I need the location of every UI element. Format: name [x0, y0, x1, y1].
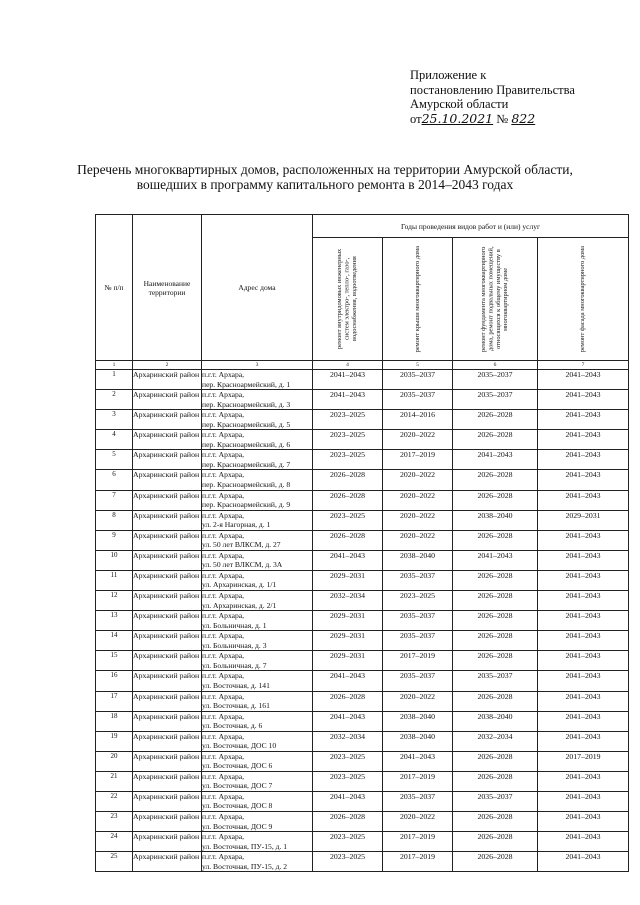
address-cell [202, 631, 313, 651]
territory-cell: Архаринский район [133, 591, 202, 611]
table-row [96, 591, 629, 611]
years-foundation-cell: 2026–2028 [453, 570, 538, 590]
territory-cell: Архаринский район [133, 671, 202, 691]
years-roof-cell: 2017–2019 [383, 771, 453, 791]
years-foundation-cell: 2026–2028 [453, 751, 538, 771]
address-line-1: п.г.т. Архара, [202, 570, 245, 580]
address-cell [202, 430, 313, 450]
territory-cell: Архаринский район [133, 390, 202, 410]
years-engineering-cell: 2032–2034 [313, 731, 383, 751]
table-row [96, 570, 629, 590]
address-cell [202, 812, 313, 832]
territory-cell: Архаринский район [133, 410, 202, 430]
header-col-7-text: ремонт фасада многоквартирного дома [579, 245, 587, 353]
col-number: 5 [383, 361, 453, 370]
table-row [96, 791, 629, 811]
years-roof-cell: 2020–2022 [383, 530, 453, 550]
years-roof-cell: 2017–2019 [383, 450, 453, 470]
order-prefix: от [410, 111, 422, 126]
years-engineering-cell: 2029–2031 [313, 651, 383, 671]
row-number: 23 [96, 812, 133, 832]
address-line-1: п.г.т. Архара, [202, 691, 245, 701]
address-line-1: п.г.т. Архара, [202, 591, 245, 601]
address-cell [202, 671, 313, 691]
order-date: 25.10.2021 [421, 110, 494, 126]
territory-cell: Архаринский район [133, 651, 202, 671]
table-row [96, 832, 629, 852]
appendix-block [410, 68, 575, 126]
row-number: 5 [96, 450, 133, 470]
address-cell [202, 771, 313, 791]
order-number-label: № [496, 111, 509, 126]
years-roof-cell: 2020–2022 [383, 691, 453, 711]
years-engineering-cell: 2041–2043 [313, 550, 383, 570]
years-foundation-cell: 2026–2028 [453, 852, 538, 872]
row-number: 2 [96, 390, 133, 410]
years-engineering-cell: 2023–2025 [313, 430, 383, 450]
row-number: 17 [96, 691, 133, 711]
years-roof-cell: 2038–2040 [383, 550, 453, 570]
address-line-2: ул. 2-я Нагорная, д. 1 [202, 520, 271, 530]
years-facade-cell: 2041–2043 [538, 631, 629, 651]
years-foundation-cell: 2026–2028 [453, 530, 538, 550]
address-cell [202, 791, 313, 811]
row-number: 18 [96, 711, 133, 731]
years-roof-cell: 2035–2037 [383, 791, 453, 811]
address-cell [202, 691, 313, 711]
years-roof-cell: 2023–2025 [383, 591, 453, 611]
address-line-1: п.г.т. Архара, [202, 731, 245, 741]
col-number: 3 [202, 361, 313, 370]
row-number: 25 [96, 852, 133, 872]
appendix-line-1: Приложение к [410, 68, 487, 82]
years-engineering-cell: 2023–2025 [313, 832, 383, 852]
address-line-1: п.г.т. Архара, [202, 812, 245, 822]
table-row [96, 510, 629, 530]
header-col-6-text: ремонт фундамента многоквартирного дома, ремонт подвальных помещений, относящихся к общему имуществу в многоквартирном доме [480, 246, 510, 352]
row-number: 21 [96, 771, 133, 791]
col-number: 2 [133, 361, 202, 370]
table-row [96, 370, 629, 390]
address-line-2: ул. Восточная, ДОС 8 [202, 801, 273, 811]
address-line-2: ул. Восточная, ДОС 10 [202, 741, 277, 751]
years-engineering-cell: 2023–2025 [313, 510, 383, 530]
address-line-2: ул. Восточная, ПУ-15, д. 2 [202, 861, 288, 871]
table-row [96, 430, 629, 450]
territory-cell: Архаринский район [133, 550, 202, 570]
years-foundation-cell: 2038–2040 [453, 711, 538, 731]
address-cell [202, 530, 313, 550]
years-roof-cell: 2017–2019 [383, 852, 453, 872]
address-line-1: п.г.т. Архара, [202, 370, 245, 379]
territory-cell: Архаринский район [133, 812, 202, 832]
address-cell [202, 852, 313, 872]
years-roof-cell: 2041–2043 [383, 751, 453, 771]
table-row [96, 490, 629, 510]
years-foundation-cell: 2026–2028 [453, 631, 538, 651]
row-number: 8 [96, 510, 133, 530]
table-row [96, 771, 629, 791]
years-facade-cell: 2041–2043 [538, 490, 629, 510]
address-line-1: п.г.т. Архара, [202, 671, 245, 681]
address-cell [202, 570, 313, 590]
table-row [96, 852, 629, 872]
years-foundation-cell: 2035–2037 [453, 791, 538, 811]
years-roof-cell: 2035–2037 [383, 631, 453, 651]
years-roof-cell: 2014–2016 [383, 410, 453, 430]
years-foundation-cell: 2026–2028 [453, 832, 538, 852]
address-cell [202, 711, 313, 731]
years-roof-cell: 2020–2022 [383, 490, 453, 510]
address-cell [202, 550, 313, 570]
years-facade-cell: 2041–2043 [538, 390, 629, 410]
table-row [96, 530, 629, 550]
row-number: 11 [96, 570, 133, 590]
years-facade-cell: 2041–2043 [538, 691, 629, 711]
address-line-2: ул. Больничная, д. 7 [202, 660, 267, 670]
years-foundation-cell: 2041–2043 [453, 550, 538, 570]
address-cell [202, 410, 313, 430]
header-col-7 [538, 238, 629, 361]
territory-cell: Архаринский район [133, 691, 202, 711]
territory-cell: Архаринский район [133, 430, 202, 450]
years-foundation-cell: 2026–2028 [453, 591, 538, 611]
table-row [96, 651, 629, 671]
years-roof-cell: 2035–2037 [383, 671, 453, 691]
years-engineering-cell: 2041–2043 [313, 791, 383, 811]
years-facade-cell: 2041–2043 [538, 671, 629, 691]
years-facade-cell: 2041–2043 [538, 450, 629, 470]
address-line-1: п.г.т. Архара, [202, 410, 245, 420]
address-line-2: ул. Архаринская, д. 1/1 [202, 580, 277, 590]
years-foundation-cell: 2026–2028 [453, 691, 538, 711]
years-facade-cell: 2041–2043 [538, 370, 629, 390]
address-line-1: п.г.т. Архара, [202, 550, 245, 560]
address-line-2: ул. Восточная, ДОС 9 [202, 821, 273, 831]
row-number: 4 [96, 430, 133, 450]
address-line-1: п.г.т. Архара, [202, 470, 245, 480]
territory-cell: Архаринский район [133, 570, 202, 590]
address-cell [202, 390, 313, 410]
col-number: 6 [453, 361, 538, 370]
years-facade-cell: 2041–2043 [538, 591, 629, 611]
years-engineering-cell: 2041–2043 [313, 390, 383, 410]
header-num: № п/п [96, 215, 133, 361]
address-line-1: п.г.т. Архара, [202, 651, 245, 661]
territory-cell: Архаринский район [133, 530, 202, 550]
row-number: 6 [96, 470, 133, 490]
row-number: 19 [96, 731, 133, 751]
years-foundation-cell: 2035–2037 [453, 671, 538, 691]
address-line-2: пер. Красноармейский, д. 7 [202, 459, 291, 469]
territory-cell: Архаринский район [133, 852, 202, 872]
years-foundation-cell: 2038–2040 [453, 510, 538, 530]
years-facade-cell: 2041–2043 [538, 771, 629, 791]
address-line-2: пер. Красноармейский, д. 6 [202, 439, 291, 449]
address-line-2: ул. Восточная, ДОС 7 [202, 781, 273, 791]
address-cell [202, 591, 313, 611]
years-roof-cell: 2038–2040 [383, 731, 453, 751]
years-engineering-cell: 2026–2028 [313, 812, 383, 832]
years-facade-cell: 2041–2043 [538, 570, 629, 590]
row-number: 15 [96, 651, 133, 671]
years-foundation-cell: 2032–2034 [453, 731, 538, 751]
table-row [96, 631, 629, 651]
years-engineering-cell: 2029–2031 [313, 570, 383, 590]
row-number: 9 [96, 530, 133, 550]
table-row [96, 611, 629, 631]
years-engineering-cell: 2032–2034 [313, 591, 383, 611]
row-number: 3 [96, 410, 133, 430]
header-col-5-text: ремонт крыши многоквартирного дома [413, 245, 421, 353]
years-foundation-cell: 2026–2028 [453, 812, 538, 832]
address-line-2: ул. Больничная, д. 1 [202, 620, 267, 630]
address-line-1: п.г.т. Архара, [202, 631, 245, 641]
address-line-2: ул. Восточная, ДОС 6 [202, 761, 273, 771]
years-roof-cell: 2035–2037 [383, 611, 453, 631]
row-number: 20 [96, 751, 133, 771]
header-years-group: Годы проведения видов работ и (или) услуг [313, 215, 629, 238]
years-facade-cell: 2041–2043 [538, 791, 629, 811]
address-line-1: п.г.т. Архара, [202, 430, 245, 440]
years-roof-cell: 2020–2022 [383, 470, 453, 490]
address-line-2: пер. Красноармейский, д. 5 [202, 419, 291, 429]
years-engineering-cell: 2041–2043 [313, 671, 383, 691]
row-number: 16 [96, 671, 133, 691]
years-facade-cell: 2041–2043 [538, 711, 629, 731]
table-row [96, 450, 629, 470]
address-line-2: ул. 50 лет ВЛКСМ, д. 3А [202, 560, 283, 570]
address-cell [202, 651, 313, 671]
address-line-2: ул. Восточная, ПУ-15, д. 1 [202, 841, 288, 851]
territory-cell: Архаринский район [133, 791, 202, 811]
header-col-5 [383, 238, 453, 361]
address-line-2: пер. Красноармейский, д. 1 [202, 379, 291, 389]
years-foundation-cell: 2026–2028 [453, 410, 538, 430]
column-number-row [96, 361, 629, 370]
address-line-1: п.г.т. Архара, [202, 530, 245, 540]
years-facade-cell: 2041–2043 [538, 651, 629, 671]
years-engineering-cell: 2026–2028 [313, 490, 383, 510]
table-row [96, 711, 629, 731]
territory-cell: Архаринский район [133, 470, 202, 490]
years-roof-cell: 2017–2019 [383, 832, 453, 852]
years-engineering-cell: 2026–2028 [313, 530, 383, 550]
years-facade-cell: 2041–2043 [538, 852, 629, 872]
territory-cell: Архаринский район [133, 751, 202, 771]
address-line-2: ул. Архаринская, д. 2/1 [202, 600, 277, 610]
address-cell [202, 370, 313, 390]
address-line-2: ул. Восточная, д. 141 [202, 680, 270, 690]
row-number: 22 [96, 791, 133, 811]
header-address: Адрес дома [202, 215, 313, 361]
row-number: 7 [96, 490, 133, 510]
order-reference [410, 112, 575, 127]
address-cell [202, 490, 313, 510]
table-row [96, 671, 629, 691]
years-foundation-cell: 2026–2028 [453, 771, 538, 791]
address-cell [202, 510, 313, 530]
address-line-1: п.г.т. Архара, [202, 852, 245, 862]
address-line-2: ул. Восточная, д. 161 [202, 701, 270, 710]
address-line-2: пер. Красноармейский, д. 8 [202, 479, 291, 489]
address-line-1: п.г.т. Архара, [202, 771, 245, 781]
address-line-1: п.г.т. Архара, [202, 450, 245, 460]
years-facade-cell: 2041–2043 [538, 530, 629, 550]
table-row [96, 691, 629, 711]
appendix-line-3: Амурской области [410, 97, 509, 111]
address-line-1: п.г.т. Архара, [202, 751, 245, 761]
table-row [96, 470, 629, 490]
address-cell [202, 832, 313, 852]
years-roof-cell: 2020–2022 [383, 812, 453, 832]
years-engineering-cell: 2029–2031 [313, 631, 383, 651]
years-foundation-cell: 2035–2037 [453, 370, 538, 390]
years-engineering-cell: 2026–2028 [313, 691, 383, 711]
address-line-1: п.г.т. Архара, [202, 711, 245, 721]
years-engineering-cell: 2041–2043 [313, 370, 383, 390]
table-row [96, 751, 629, 771]
territory-cell: Архаринский район [133, 611, 202, 631]
years-engineering-cell: 2023–2025 [313, 751, 383, 771]
address-line-1: п.г.т. Архара, [202, 791, 245, 801]
years-roof-cell: 2035–2037 [383, 570, 453, 590]
address-line-1: п.г.т. Архара, [202, 390, 245, 400]
years-facade-cell: 2041–2043 [538, 470, 629, 490]
document-title: Перечень многоквартирных домов, расположенных на территории Амурской области, вошедших в программу капитального ремонта в 2014–2043 годах [77, 162, 573, 192]
years-foundation-cell: 2026–2028 [453, 611, 538, 631]
table-row [96, 550, 629, 570]
col-number: 1 [96, 361, 133, 370]
col-number: 7 [538, 361, 629, 370]
territory-cell: Архаринский район [133, 490, 202, 510]
address-line-2: пер. Красноармейский, д. 3 [202, 399, 291, 409]
address-line-2: пер. Красноармейский, д. 9 [202, 500, 291, 510]
years-facade-cell: 2041–2043 [538, 731, 629, 751]
row-number: 10 [96, 550, 133, 570]
address-line-1: п.г.т. Архара, [202, 490, 245, 500]
years-facade-cell: 2041–2043 [538, 611, 629, 631]
address-cell [202, 731, 313, 751]
header-territory: Наименование территории [133, 215, 202, 361]
address-cell [202, 470, 313, 490]
territory-cell: Архаринский район [133, 771, 202, 791]
years-foundation-cell: 2026–2028 [453, 470, 538, 490]
order-number: 822 [511, 110, 536, 126]
address-line-1: п.г.т. Архара, [202, 611, 245, 621]
years-engineering-cell: 2041–2043 [313, 711, 383, 731]
years-facade-cell: 2041–2043 [538, 812, 629, 832]
row-number: 12 [96, 591, 133, 611]
address-cell [202, 450, 313, 470]
years-roof-cell: 2017–2019 [383, 651, 453, 671]
years-facade-cell: 2041–2043 [538, 410, 629, 430]
years-engineering-cell: 2029–2031 [313, 611, 383, 631]
years-roof-cell: 2035–2037 [383, 390, 453, 410]
row-number: 14 [96, 631, 133, 651]
table-row [96, 410, 629, 430]
years-foundation-cell: 2026–2028 [453, 490, 538, 510]
address-line-2: ул. Больничная, д. 3 [202, 640, 267, 650]
territory-cell: Архаринский район [133, 510, 202, 530]
row-number: 1 [96, 370, 133, 390]
years-roof-cell: 2020–2022 [383, 510, 453, 530]
years-foundation-cell: 2035–2037 [453, 390, 538, 410]
years-facade-cell: 2041–2043 [538, 550, 629, 570]
years-roof-cell: 2020–2022 [383, 430, 453, 450]
row-number: 13 [96, 611, 133, 631]
years-roof-cell: 2035–2037 [383, 370, 453, 390]
row-number: 24 [96, 832, 133, 852]
years-facade-cell: 2041–2043 [538, 832, 629, 852]
years-facade-cell: 2041–2043 [538, 430, 629, 450]
address-line-1: п.г.т. Архара, [202, 510, 245, 520]
years-engineering-cell: 2023–2025 [313, 450, 383, 470]
col-number: 4 [313, 361, 383, 370]
address-line-1: п.г.т. Архара, [202, 832, 245, 842]
table-row [96, 390, 629, 410]
territory-cell: Архаринский район [133, 631, 202, 651]
territory-cell: Архаринский район [133, 832, 202, 852]
header-col-4-text: ремонт внутридомовых инженерных систем электро-, тепло-, газо-, водоснабжения, водоотведения [336, 248, 359, 350]
address-cell [202, 751, 313, 771]
table-row [96, 731, 629, 751]
years-facade-cell: 2029–2031 [538, 510, 629, 530]
territory-cell: Архаринский район [133, 711, 202, 731]
address-cell [202, 611, 313, 631]
territory-cell: Архаринский район [133, 450, 202, 470]
territory-cell: Архаринский район [133, 731, 202, 751]
years-foundation-cell: 2026–2028 [453, 430, 538, 450]
appendix-line-2: постановлению Правительства [410, 82, 575, 97]
table-row [96, 812, 629, 832]
header-col-4 [313, 238, 383, 361]
years-engineering-cell: 2023–2025 [313, 410, 383, 430]
years-engineering-cell: 2023–2025 [313, 771, 383, 791]
housing-table [95, 214, 629, 872]
years-engineering-cell: 2023–2025 [313, 852, 383, 872]
years-facade-cell: 2017–2019 [538, 751, 629, 771]
header-col-6 [453, 238, 538, 361]
years-roof-cell: 2038–2040 [383, 711, 453, 731]
territory-cell: Архаринский район [133, 370, 202, 390]
address-line-2: ул. Восточная, д. 6 [202, 721, 263, 731]
years-engineering-cell: 2026–2028 [313, 470, 383, 490]
years-foundation-cell: 2041–2043 [453, 450, 538, 470]
address-line-2: ул. 50 лет ВЛКСМ, д. 27 [202, 540, 281, 550]
years-foundation-cell: 2026–2028 [453, 651, 538, 671]
